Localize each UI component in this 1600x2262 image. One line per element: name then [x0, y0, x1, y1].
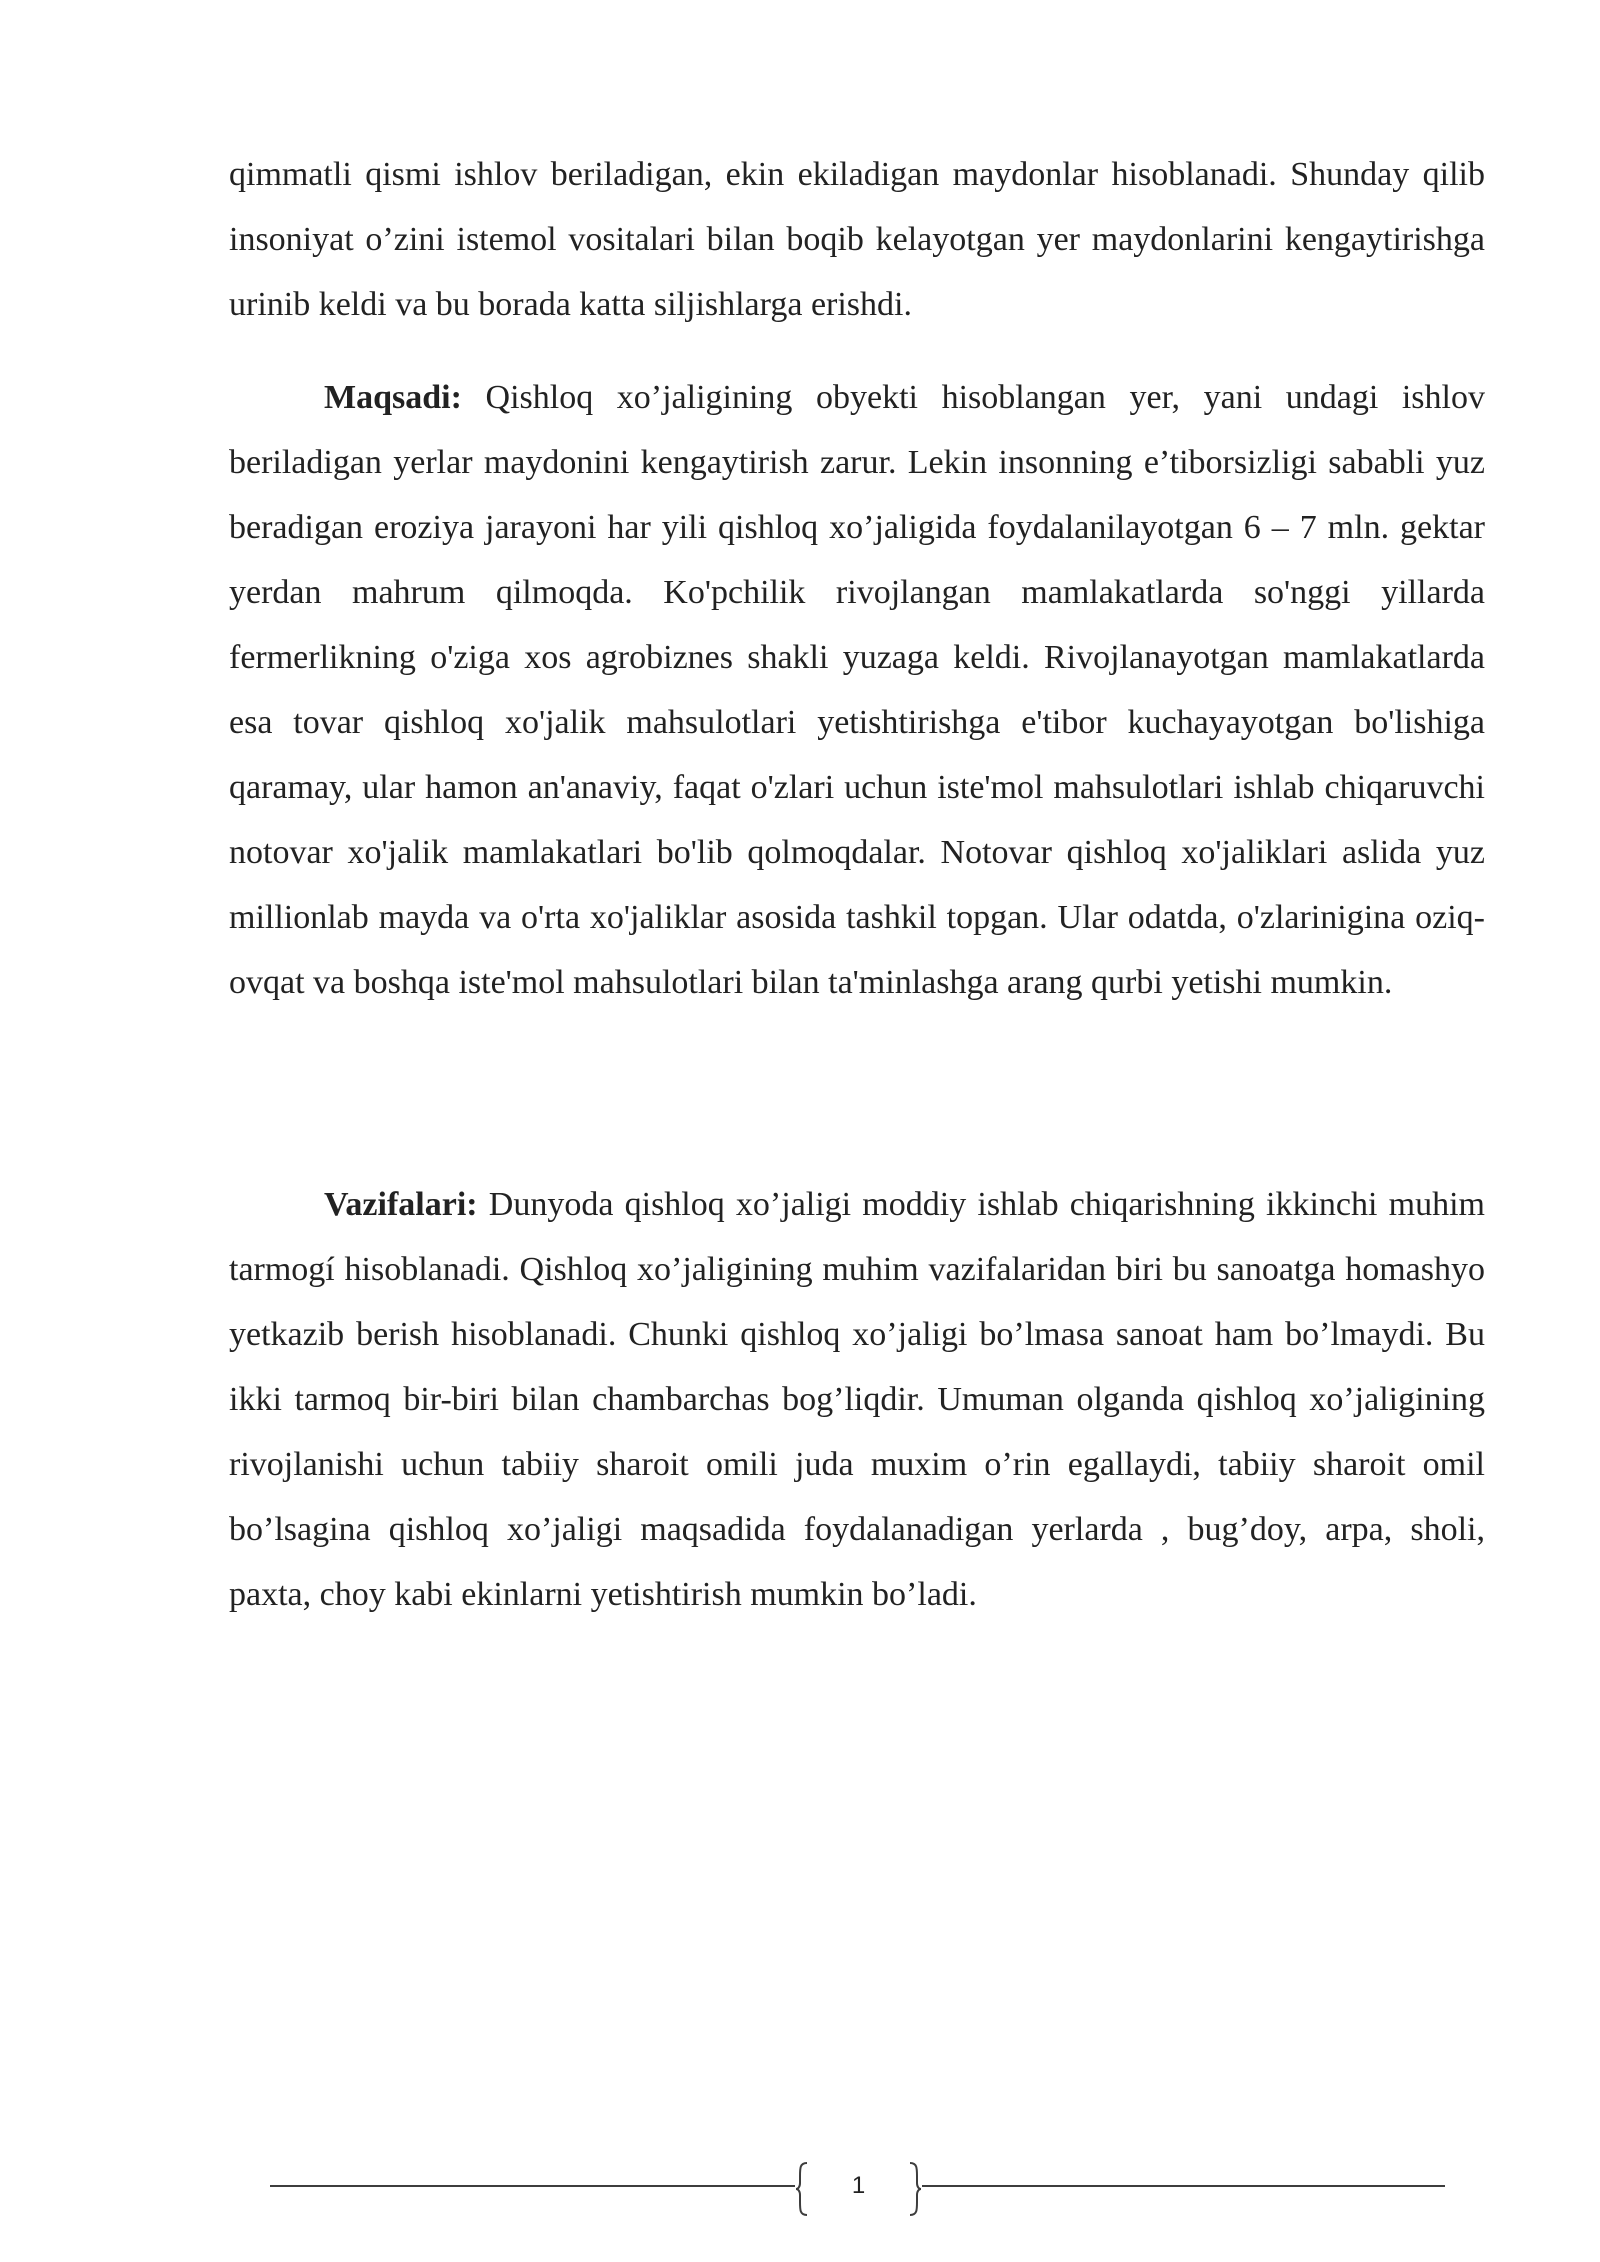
page-footer — [270, 2162, 1445, 2224]
paragraph-vazifalari — [229, 1172, 1485, 1627]
left-brace-icon — [795, 2162, 811, 2216]
footer-rule-right — [922, 2185, 1445, 2187]
vazifalari-label: Vazifalari: — [324, 1186, 478, 1223]
page-number: 1 — [851, 2172, 866, 2199]
maqsadi-text: Qishloq xo’jaligining obyekti hisoblangan yer, yani undagi ishlov beriladigan yerlar maydonini kengaytirish zarur. Lekin insonning e’tiborsizligi sababli yuz beradigan eroziya jarayoni har yili qishloq xo’jaligida foydalanilayotgan 6 – 7 mln. gektar yerdan mahrum qilmoqda. Ko'pchilik rivojlangan mamlakatlarda so'nggi yillarda fermerlikning o'ziga xos agrobiznes shakli yuzaga keldi. Rivojlanayotgan mamlakatlarda esa tovar qishloq xo'jalik mahsulotlari yetishtirishga e'tibor kuchayayotgan bo'lishiga qaramay, ular hamon an'anaviy, faqat o'zlari uchun iste'mol mahsulotlari ishlab chiqaruvchi notovar xo'jalik mamlakatlari bo'lib qolmoqdalar. Notovar qishloq xo'jaliklari aslida yuz millionlab mayda va o'rta xo'jaliklar asosida tashkil topgan. Ular odatda, o'zlarinigina oziq-ovqat va boshqa iste'mol mahsulotlari bilan ta'minlashga arang qurbi yetishi mumkin. — [229, 379, 1485, 1001]
maqsadi-label: Maqsadi: — [324, 379, 462, 416]
right-brace-icon — [906, 2162, 922, 2216]
paragraph-1-text: qimmatli qismi ishlov beriladigan, ekin ekiladigan maydonlar hisoblanadi. Shunday qilib insoniyat o’zini istemol vositalari bilan boqib kelayotgan yer maydonlarini kengaytirishga urinib keldi va bu borada katta siljishlarga erishdi. — [229, 156, 1485, 323]
footer-rule-left — [270, 2185, 795, 2187]
paragraph-maqsadi — [229, 365, 1485, 1015]
maqsadi-paragraph — [229, 365, 1485, 1015]
paragraph-continuation — [229, 142, 1485, 337]
vazifalari-paragraph — [229, 1172, 1485, 1627]
vazifalari-text: Dunyoda qishloq xo’jaligi moddiy ishlab chiqarishning ikkinchi muhim tarmogí hisoblanadi. Qishloq xo’jaligining muhim vazifalaridan biri bu sanoatga homashyo yetkazib berish hisoblanadi. Chunki qishloq xo’jaligi bo’lmasa sanoat ham bo’lmaydi. Bu ikki tarmoq bir-biri bilan chambarchas bog’liqdir. Umuman olganda qishloq xo’jaligining rivojlanishi uchun tabiiy sharoit omili juda muxim o’rin egallaydi, tabiiy sharoit omil bo’lsagina qishloq xo’jaligi maqsadida foydalanadigan yerlarda , bug’doy, arpa, sholi, paxta, choy kabi ekinlarni yetishtirish mumkin bo’ladi. — [229, 1186, 1485, 1613]
